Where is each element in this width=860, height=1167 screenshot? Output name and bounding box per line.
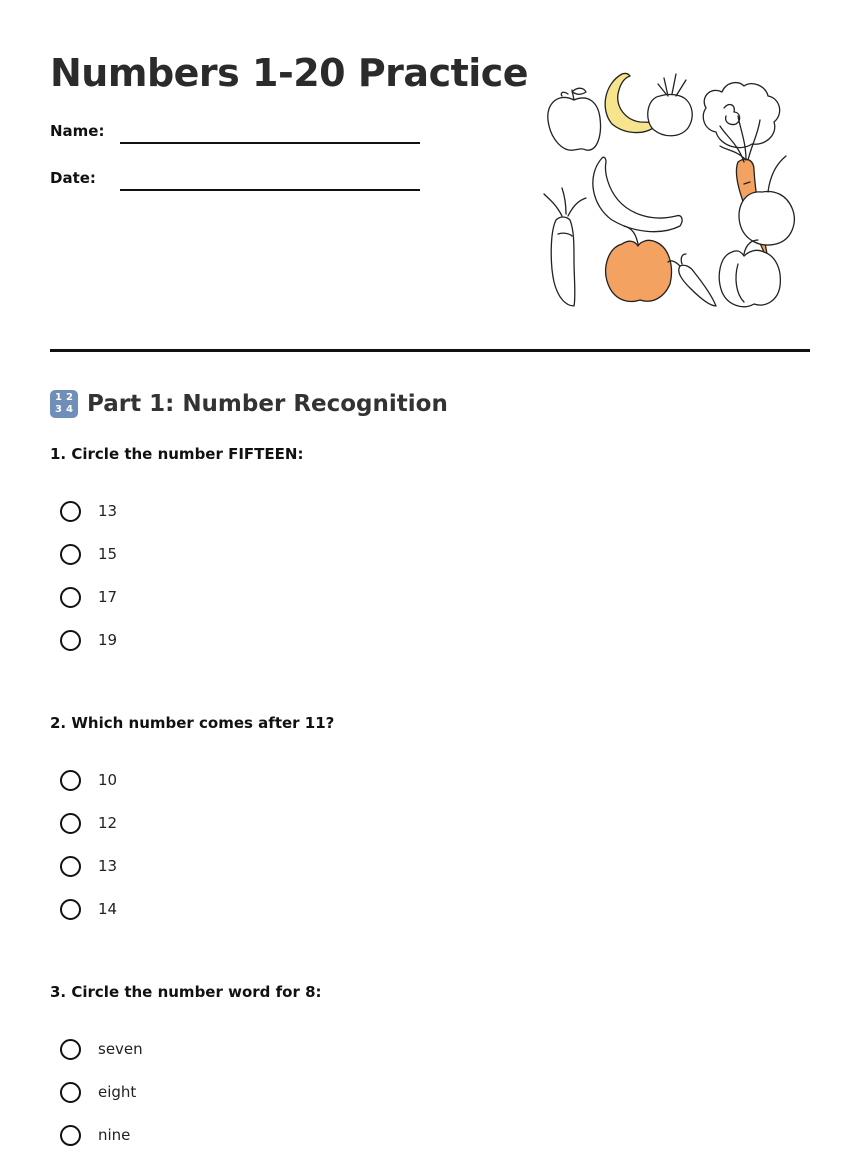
option-list (60, 500, 117, 672)
option-item[interactable] (60, 629, 117, 672)
radio-circle[interactable] (60, 770, 81, 791)
radio-circle[interactable] (60, 587, 81, 608)
option-item[interactable] (60, 855, 117, 898)
input-numbers-emoji: 1 2 3 4 (50, 390, 78, 418)
name-input-line[interactable] (120, 142, 420, 144)
date-input-line[interactable] (120, 189, 420, 191)
turnip-drawing (648, 74, 692, 136)
banana-drawing (605, 73, 656, 132)
pepper-outline-drawing (719, 240, 780, 307)
option-item[interactable] (60, 898, 117, 941)
section-title (50, 388, 448, 420)
date-label: Date: (50, 169, 96, 187)
header-divider (50, 349, 810, 352)
section-title-text: Part 1: Number Recognition (87, 391, 448, 417)
fruits-and-vegetables-illustration (540, 64, 800, 314)
option-list (60, 1038, 143, 1167)
option-label: 15 (98, 545, 118, 563)
radio-circle[interactable] (60, 1039, 81, 1060)
option-label: 10 (98, 771, 118, 789)
radio-circle[interactable] (60, 899, 81, 920)
radio-circle[interactable] (60, 813, 81, 834)
worksheet-header (50, 0, 810, 352)
cauliflower-drawing (703, 83, 779, 148)
option-label: nine (98, 1126, 131, 1144)
option-label: seven (98, 1040, 143, 1058)
option-label: 19 (98, 631, 118, 649)
option-label: 13 (98, 857, 118, 875)
question-text: 1. Circle the number FIFTEEN: (50, 445, 304, 463)
option-label: 14 (98, 900, 118, 918)
name-field (50, 116, 430, 146)
option-label: 13 (98, 502, 118, 520)
option-item[interactable] (60, 543, 117, 586)
banana-outline-drawing (593, 157, 682, 231)
option-item[interactable] (60, 812, 117, 855)
small-carrot-drawing (668, 254, 716, 306)
option-item[interactable] (60, 1081, 143, 1124)
radio-circle[interactable] (60, 544, 81, 565)
date-field (50, 163, 430, 193)
radio-circle[interactable] (60, 501, 81, 522)
option-item[interactable] (60, 769, 117, 812)
question-text: 3. Circle the number word for 8: (50, 983, 322, 1001)
name-label: Name: (50, 122, 105, 140)
option-list (60, 769, 117, 941)
radish-drawing (544, 188, 586, 306)
bell-pepper-drawing (606, 226, 672, 301)
page-title: Numbers 1-20 Practice (50, 51, 529, 95)
option-label: 12 (98, 814, 118, 832)
radio-circle[interactable] (60, 856, 81, 877)
option-item[interactable] (60, 586, 117, 629)
worksheet-page (50, 0, 810, 1161)
option-item[interactable] (60, 1038, 143, 1081)
option-label: 17 (98, 588, 118, 606)
radio-circle[interactable] (60, 1082, 81, 1103)
radio-circle[interactable] (60, 630, 81, 651)
question-text: 2. Which number comes after 11? (50, 714, 335, 732)
radio-circle[interactable] (60, 1125, 81, 1146)
option-item[interactable] (60, 500, 117, 543)
apple-drawing (548, 88, 601, 150)
option-label: eight (98, 1083, 137, 1101)
